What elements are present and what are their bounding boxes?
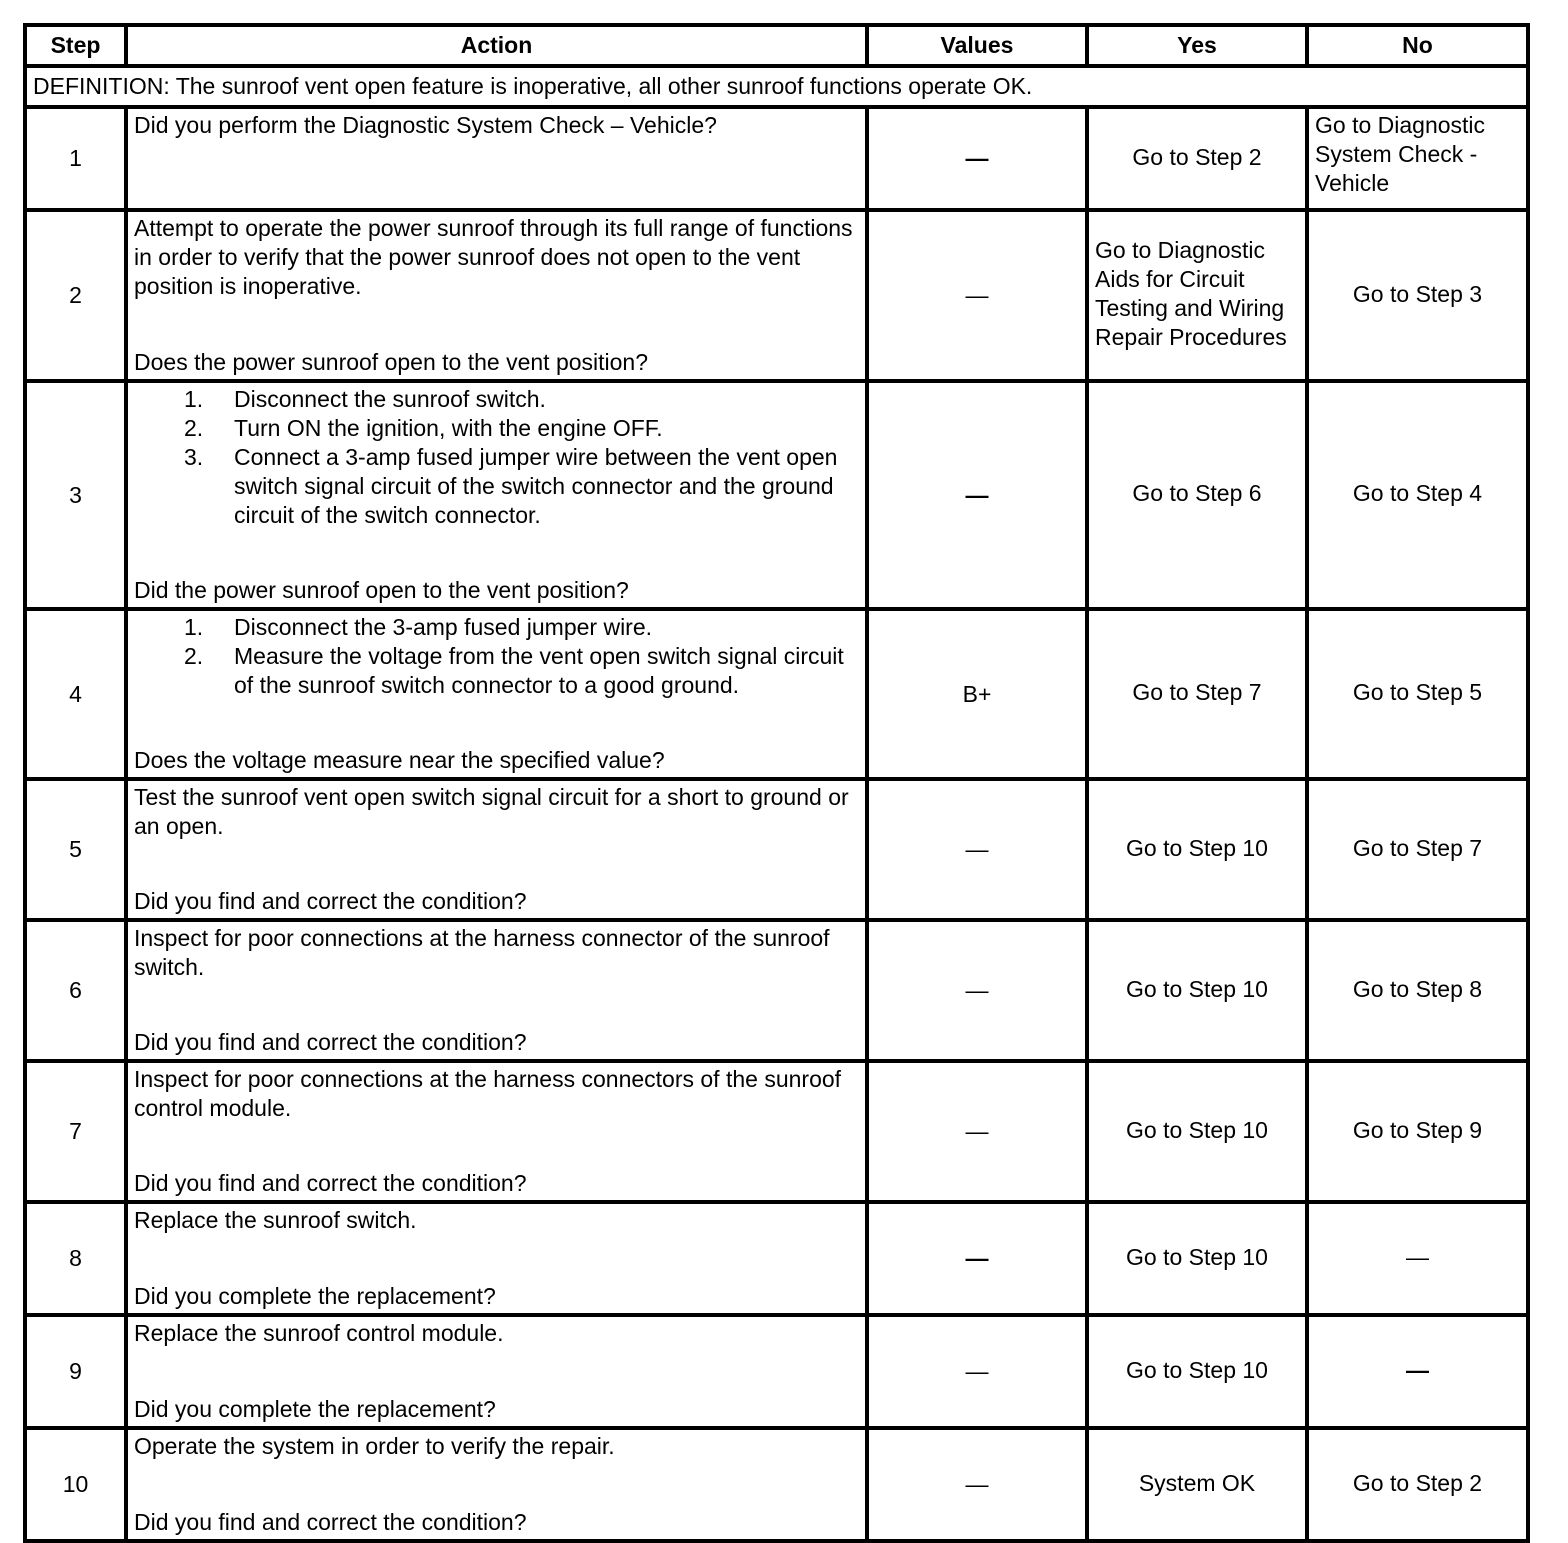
action-question: Did you find and correct the condition?: [134, 1029, 527, 1055]
action-cell: [126, 1428, 867, 1541]
step-number: 8: [25, 1202, 126, 1315]
no-cell: Go to Step 4: [1307, 381, 1528, 609]
action-text: Replace the sunroof switch.: [134, 1207, 417, 1233]
yes-cell: Go to Step 10: [1087, 779, 1307, 920]
list-item: 2. Measure the voltage from the vent open switch signal circuit of the sunroof switch connector to a good ground.: [184, 643, 844, 698]
definition-row: [25, 66, 1528, 107]
step-number: 5: [25, 779, 126, 920]
yes-cell: Go to Step 10: [1087, 920, 1307, 1061]
action-text: Inspect for poor connections at the harness connector of the sunroof switch.: [134, 925, 830, 980]
yes-cell: Go to Step 10: [1087, 1202, 1307, 1315]
values-cell: —: [867, 381, 1087, 609]
no-cell: —: [1307, 1315, 1528, 1428]
step-number: 7: [25, 1061, 126, 1202]
yes-cell: Go to Diagnostic Aids for Circuit Testing and Wiring Repair Procedures: [1087, 210, 1307, 381]
list-item: 2. Turn ON the ignition, with the engine OFF.: [184, 415, 663, 441]
step-number: 2: [25, 210, 126, 381]
action-cell: [126, 381, 867, 609]
diagnostic-table-container: [23, 23, 1526, 1543]
table-row: [25, 107, 1528, 210]
action-cell: [126, 1202, 867, 1315]
yes-cell: Go to Step 7: [1087, 609, 1307, 779]
yes-cell: Go to Step 2: [1087, 107, 1307, 210]
table-row: [25, 381, 1528, 609]
values-cell: —: [867, 1315, 1087, 1428]
step-number: 6: [25, 920, 126, 1061]
action-cell: [126, 609, 867, 779]
header-no: No: [1307, 25, 1528, 66]
action-steps-list: [134, 613, 859, 700]
action-cell: [126, 920, 867, 1061]
no-cell: Go to Step 2: [1307, 1428, 1528, 1541]
values-cell: —: [867, 210, 1087, 381]
yes-cell: Go to Step 6: [1087, 381, 1307, 609]
step-number: 3: [25, 381, 126, 609]
values-cell: —: [867, 107, 1087, 210]
step-number: 4: [25, 609, 126, 779]
no-cell: Go to Diagnostic System Check - Vehicle: [1307, 107, 1528, 210]
action-steps-list: [134, 385, 859, 530]
values-cell: —: [867, 920, 1087, 1061]
table-row: [25, 1202, 1528, 1315]
action-text: Replace the sunroof control module.: [134, 1320, 504, 1346]
no-cell: Go to Step 7: [1307, 779, 1528, 920]
action-text: Operate the system in order to verify the repair.: [134, 1433, 615, 1459]
no-cell: Go to Step 8: [1307, 920, 1528, 1061]
values-cell: —: [867, 1428, 1087, 1541]
table-row: [25, 1428, 1528, 1541]
header-yes: Yes: [1087, 25, 1307, 66]
no-cell: Go to Step 9: [1307, 1061, 1528, 1202]
action-question: Did you find and correct the condition?: [134, 888, 527, 914]
list-item: 1. Disconnect the 3-amp fused jumper wire.: [184, 614, 653, 640]
table-row: [25, 779, 1528, 920]
action-question: Did you complete the replacement?: [134, 1283, 496, 1309]
action-cell: [126, 210, 867, 381]
table-row: [25, 1315, 1528, 1428]
action-question: Did you find and correct the condition?: [134, 1509, 527, 1535]
diagnostic-table: [23, 23, 1530, 1543]
action-text: Test the sunroof vent open switch signal circuit for a short to ground or an open.: [134, 784, 849, 839]
table-row: [25, 609, 1528, 779]
no-cell: Go to Step 3: [1307, 210, 1528, 381]
table-row: [25, 210, 1528, 381]
list-item: 3. Connect a 3-amp fused jumper wire between the vent open switch signal circuit of the switch connector and the ground circuit of the switch connector.: [184, 444, 838, 528]
action-text: Attempt to operate the power sunroof through its full range of functions in order to verify that the power sunroof does not open to the vent position is inoperative.: [134, 215, 853, 299]
values-cell: B+: [867, 609, 1087, 779]
step-number: 9: [25, 1315, 126, 1428]
no-cell: —: [1307, 1202, 1528, 1315]
values-cell: —: [867, 1061, 1087, 1202]
no-cell: Go to Step 5: [1307, 609, 1528, 779]
definition-text: DEFINITION: The sunroof vent open feature is inoperative, all other sunroof functions operate OK.: [25, 66, 1528, 107]
action-question: Does the power sunroof open to the vent position?: [134, 349, 649, 375]
action-cell: [126, 1315, 867, 1428]
action-text: Did you perform the Diagnostic System Check – Vehicle?: [134, 112, 717, 138]
action-question: Did you complete the replacement?: [134, 1396, 496, 1422]
action-cell: [126, 107, 867, 210]
step-number: 1: [25, 107, 126, 210]
action-cell: [126, 779, 867, 920]
step-number: 10: [25, 1428, 126, 1541]
action-question: Did you find and correct the condition?: [134, 1170, 527, 1196]
table-row: [25, 920, 1528, 1061]
list-item: 1. Disconnect the sunroof switch.: [184, 386, 546, 412]
values-cell: —: [867, 1202, 1087, 1315]
values-cell: —: [867, 779, 1087, 920]
action-cell: [126, 1061, 867, 1202]
action-question: Did the power sunroof open to the vent position?: [134, 577, 629, 603]
table-row: [25, 1061, 1528, 1202]
yes-cell: System OK: [1087, 1428, 1307, 1541]
action-question: Does the voltage measure near the specified value?: [134, 747, 665, 773]
header-step: Step: [25, 25, 126, 66]
header-values: Values: [867, 25, 1087, 66]
yes-cell: Go to Step 10: [1087, 1061, 1307, 1202]
action-text: Inspect for poor connections at the harness connectors of the sunroof control module.: [134, 1066, 842, 1121]
header-row: [25, 25, 1528, 66]
header-action: Action: [126, 25, 867, 66]
yes-cell: Go to Step 10: [1087, 1315, 1307, 1428]
